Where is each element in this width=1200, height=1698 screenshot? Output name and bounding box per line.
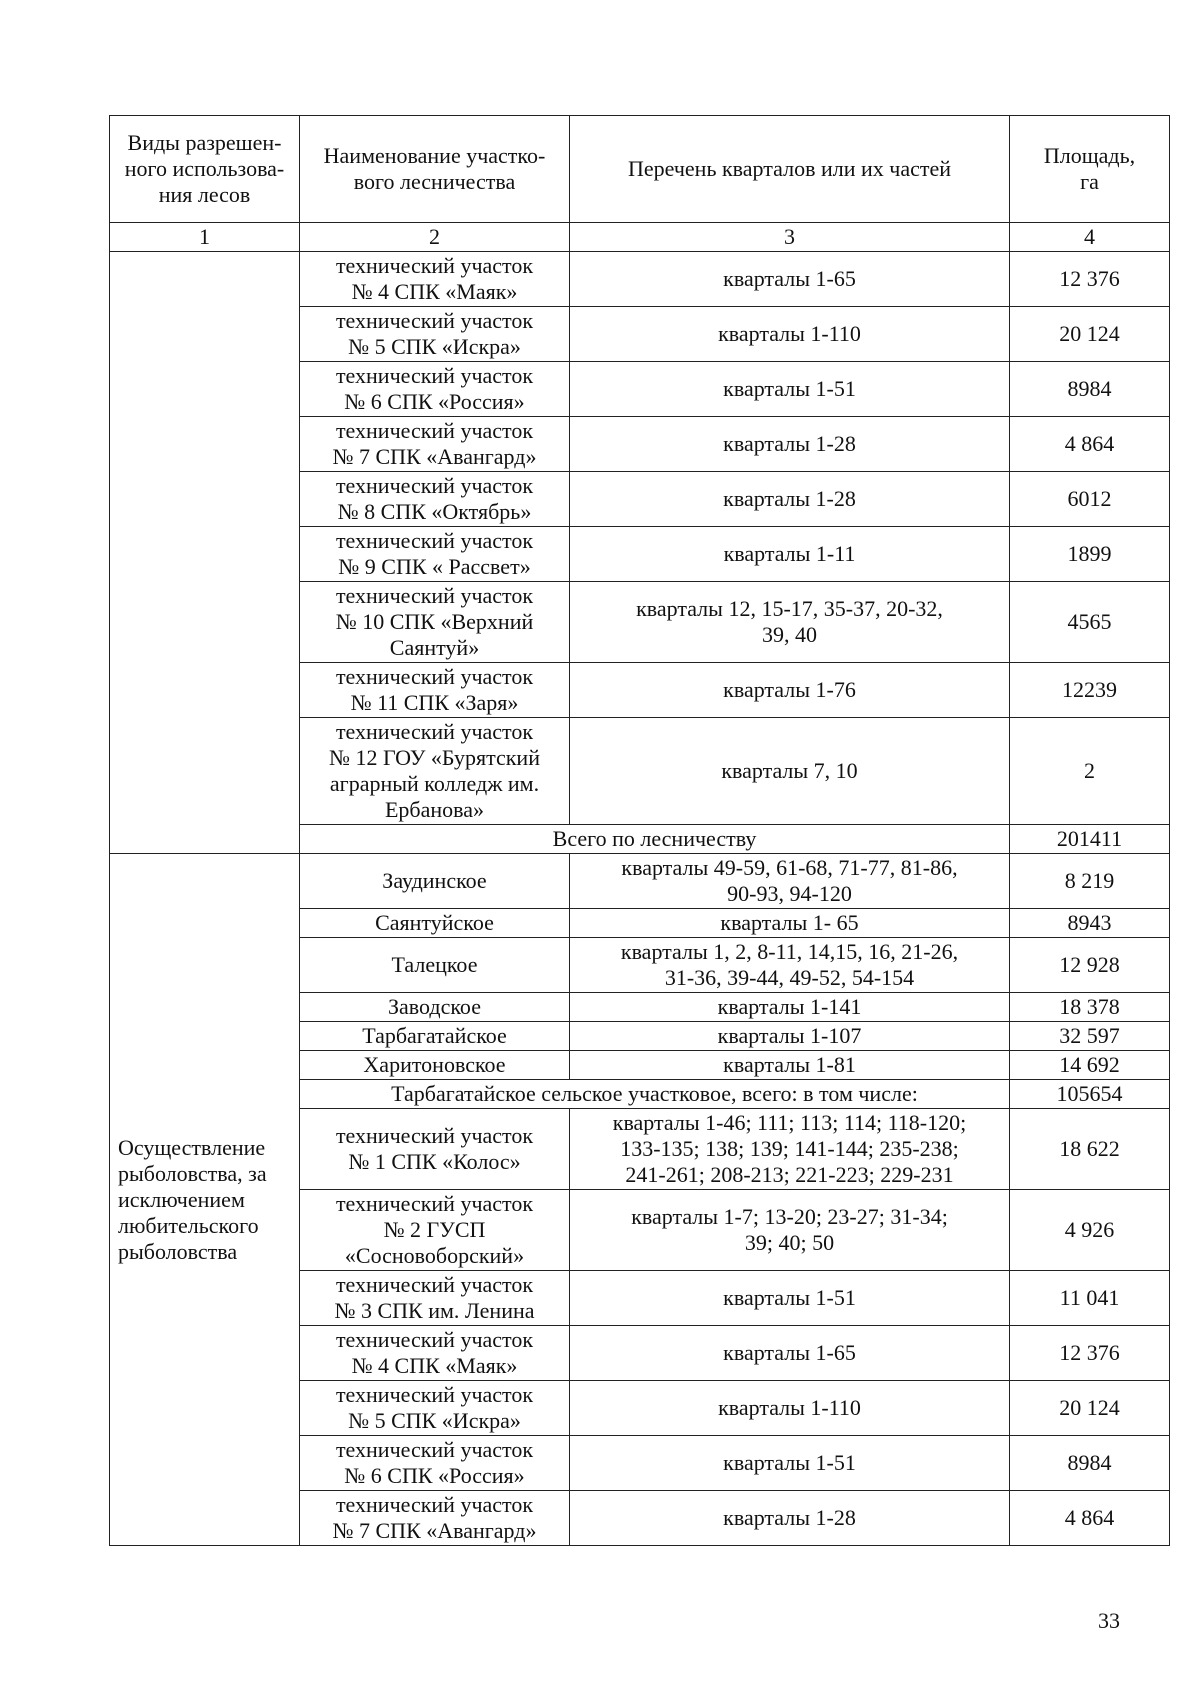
area-cell: 12 376 <box>1010 252 1170 307</box>
quarters-cell: кварталы 1-76 <box>570 663 1010 718</box>
quarters-cell: кварталы 1-28 <box>570 1491 1010 1546</box>
table-row <box>110 252 1170 307</box>
subtotal-row-area: 105654 <box>1010 1080 1170 1109</box>
forestry-name-cell: технический участок № 4 СПК «Маяк» <box>300 1326 570 1381</box>
quarters-cell: кварталы 1-107 <box>570 1022 1010 1051</box>
area-cell: 18 378 <box>1010 993 1170 1022</box>
area-cell: 4 926 <box>1010 1190 1170 1271</box>
area-cell: 14 692 <box>1010 1051 1170 1080</box>
area-cell: 12239 <box>1010 663 1170 718</box>
quarters-cell: кварталы 1-51 <box>570 1436 1010 1491</box>
area-cell: 20 124 <box>1010 1381 1170 1436</box>
area-cell: 4 864 <box>1010 1491 1170 1546</box>
forestry-name-cell: технический участок № 2 ГУСП «Сосновоборский» <box>300 1190 570 1271</box>
forestry-name-cell: технический участок № 1 СПК «Колос» <box>300 1109 570 1190</box>
quarters-cell: кварталы 1-7; 13-20; 23-27; 31-34; 39; 40; 50 <box>570 1190 1010 1271</box>
quarters-cell: кварталы 1-51 <box>570 1271 1010 1326</box>
header-area: Площадь, га <box>1010 116 1170 223</box>
quarters-cell: кварталы 1- 65 <box>570 909 1010 938</box>
forestry-name-cell: технический участок № 11 СПК «Заря» <box>300 663 570 718</box>
forestry-name-cell: Талецкое <box>300 938 570 993</box>
column-number: 1 <box>110 223 300 252</box>
forestry-name-cell: технический участок № 8 СПК «Октябрь» <box>300 472 570 527</box>
area-cell: 12 376 <box>1010 1326 1170 1381</box>
forestry-name-cell: Заудинское <box>300 854 570 909</box>
header-forestry-name: Наименование участко- вого лесничества <box>300 116 570 223</box>
use-type-cell: Осуществление рыболовства, за исключением любительского рыболовства <box>110 854 300 1546</box>
area-cell: 1899 <box>1010 527 1170 582</box>
header-quarters-list: Перечень кварталов или их частей <box>570 116 1010 223</box>
forestry-total-row-area: 201411 <box>1010 825 1170 854</box>
forestry-name-cell: технический участок № 6 СПК «Россия» <box>300 362 570 417</box>
forestry-name-cell: Тарбагатайское <box>300 1022 570 1051</box>
quarters-cell: кварталы 1-110 <box>570 1381 1010 1436</box>
area-cell: 20 124 <box>1010 307 1170 362</box>
forestry-name-cell: Харитоновское <box>300 1051 570 1080</box>
column-number-row <box>110 223 1170 252</box>
quarters-cell: кварталы 1-81 <box>570 1051 1010 1080</box>
quarters-cell: кварталы 7, 10 <box>570 718 1010 825</box>
quarters-cell: кварталы 1-141 <box>570 993 1010 1022</box>
forestry-name-cell: технический участок № 9 СПК « Рассвет» <box>300 527 570 582</box>
table-body <box>110 252 1170 1546</box>
forestry-name-cell: технический участок № 5 СПК «Искра» <box>300 307 570 362</box>
forestry-name-cell: технический участок № 12 ГОУ «Бурятский аграрный колледж им. Ербанова» <box>300 718 570 825</box>
area-cell: 6012 <box>1010 472 1170 527</box>
header-row <box>110 116 1170 223</box>
quarters-cell: кварталы 1-11 <box>570 527 1010 582</box>
area-cell: 8943 <box>1010 909 1170 938</box>
forestry-name-cell: технический участок № 3 СПК им. Ленина <box>300 1271 570 1326</box>
forestry-total-row-label: Всего по лесничеству <box>300 825 1010 854</box>
area-cell: 11 041 <box>1010 1271 1170 1326</box>
forestry-name-cell: Саянтуйское <box>300 909 570 938</box>
quarters-cell: кварталы 1-46; 111; 113; 114; 118-120; 133-135; 138; 139; 141-144; 235-238; 241-261; 208-213; 221-223; 229-231 <box>570 1109 1010 1190</box>
header-use-type: Виды разрешен- ного использова- ния лесов <box>110 116 300 223</box>
area-cell: 12 928 <box>1010 938 1170 993</box>
quarters-cell: кварталы 1-65 <box>570 252 1010 307</box>
quarters-cell: кварталы 1-110 <box>570 307 1010 362</box>
area-cell: 8 219 <box>1010 854 1170 909</box>
column-number: 2 <box>300 223 570 252</box>
area-cell: 4565 <box>1010 582 1170 663</box>
forestry-name-cell: технический участок № 4 СПК «Маяк» <box>300 252 570 307</box>
area-cell: 32 597 <box>1010 1022 1170 1051</box>
quarters-cell: кварталы 1-51 <box>570 362 1010 417</box>
quarters-cell: кварталы 12, 15-17, 35-37, 20-32, 39, 40 <box>570 582 1010 663</box>
page-number: 33 <box>1098 1608 1120 1633</box>
quarters-cell: кварталы 1-65 <box>570 1326 1010 1381</box>
forestry-name-cell: технический участок № 5 СПК «Искра» <box>300 1381 570 1436</box>
quarters-cell: кварталы 49-59, 61-68, 71-77, 81-86, 90-93, 94-120 <box>570 854 1010 909</box>
quarters-cell: кварталы 1, 2, 8-11, 14,15, 16, 21-26, 31-36, 39-44, 49-52, 54-154 <box>570 938 1010 993</box>
column-number: 3 <box>570 223 1010 252</box>
subtotal-row-label: Тарбагатайское сельское участковое, всего: в том числе: <box>300 1080 1010 1109</box>
quarters-cell: кварталы 1-28 <box>570 472 1010 527</box>
table-row <box>110 854 1170 909</box>
column-number: 4 <box>1010 223 1170 252</box>
use-type-cell <box>110 252 300 854</box>
forestry-name-cell: технический участок № 10 СПК «Верхний Саянтуй» <box>300 582 570 663</box>
area-cell: 2 <box>1010 718 1170 825</box>
area-cell: 18 622 <box>1010 1109 1170 1190</box>
quarters-cell: кварталы 1-28 <box>570 417 1010 472</box>
forestry-name-cell: технический участок № 7 СПК «Авангард» <box>300 417 570 472</box>
forestry-name-cell: технический участок № 7 СПК «Авангард» <box>300 1491 570 1546</box>
area-cell: 4 864 <box>1010 417 1170 472</box>
forestry-name-cell: Заводское <box>300 993 570 1022</box>
forestry-name-cell: технический участок № 6 СПК «Россия» <box>300 1436 570 1491</box>
area-cell: 8984 <box>1010 1436 1170 1491</box>
forest-use-table <box>109 115 1170 1546</box>
area-cell: 8984 <box>1010 362 1170 417</box>
